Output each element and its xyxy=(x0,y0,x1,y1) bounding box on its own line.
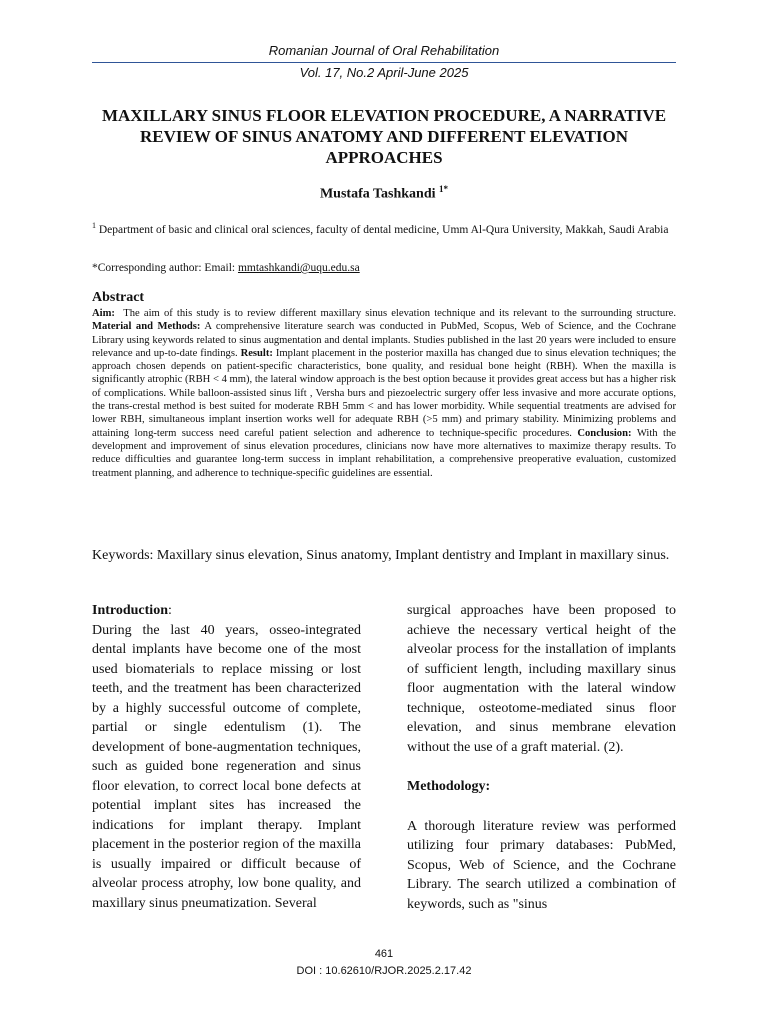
header-divider xyxy=(92,62,676,63)
methods-label: Material and Methods: xyxy=(92,321,201,333)
volume-issue: Vol. 17, No.2 April-June 2025 xyxy=(299,65,469,80)
conclusion-text: With the development and improvement of sinus elevation procedures, clinicians now have more alternatives to maximize therapy results. To reduce difficulties and guarantee long-term success in implant rehabilitation, a comprehensive preoperative evaluation, customized treatment planning, and adherence to technique-specific guidelines are essential. xyxy=(92,427,676,479)
journal-name: Romanian Journal of Oral Rehabilitation xyxy=(268,43,500,58)
author-name: Mustafa Tashkandi xyxy=(319,186,436,202)
article-title: MAXILLARY SINUS FLOOR ELEVATION PROCEDURE, A NARRATIVE REVIEW OF SINUS ANATOMY AND DIFFERENT ELEVATION APPROACHES xyxy=(101,106,667,167)
column-left xyxy=(92,601,361,913)
doi[interactable]: DOI : 10.62610/RJOR.2025.2.17.42 xyxy=(296,965,472,977)
affiliation-text: Department of basic and clinical oral sciences, faculty of dental medicine, Umm Al-Qura University, Makkah, Saudi Arabia xyxy=(98,223,669,236)
introduction-paragraph: During the last 40 years, osseo-integrated dental implants have become one of the most used biomaterials to replace missing or lost teeth, and the treatment has been characterized by a highly successful outcome of complete, partial or single edentulism (1). The development of bone-augmentation techniques, such as guided bone regeneration and sinus floor elevation, to correct local bone defects at potential implant sites has increased the indications for implant therapy. Implant placement in the posterior region of the maxilla is usually impaired or difficult because of alveolar process atrophy, low bone quality, and maxillary sinus pneumatization. Several xyxy=(92,622,361,911)
corresponding-email-link[interactable]: mmtashkandi@uqu.edu.sa xyxy=(237,262,360,274)
corresponding-label: *Corresponding author: Email: xyxy=(92,262,238,274)
author-superscript: 1* xyxy=(439,184,449,194)
aim-text: The aim of this study is to review different maxillary sinus elevation technique and its relevant to the surrounding structure. xyxy=(123,308,677,319)
result-label: Result: xyxy=(240,347,273,359)
column-right xyxy=(407,601,676,914)
keywords: Keywords: Maxillary sinus elevation, Sinus anatomy, Implant dentistry and Implant in maxillary sinus. xyxy=(92,548,670,563)
abstract-body xyxy=(92,307,676,480)
result-text: Implant placement in the posterior maxilla has changed due to sinus elevation techniques; the approach chosen depends on patient-specific characteristics, bone quality, and residual bone height (RBH). When the maxilla is significantly atrophic (RBH < 4 mm), the lateral window approach is the best option because it provides great access but has a higher risk of complications. While balloon-assisted sinus lift , Versha burs and piezoelectric surgery offer less invasive and more accurate options, the trans-crestal method is best suited for moderate RBH 5mm < and has lower morbidity. While sequential treatments are advised for lower RBH, simultaneous implant insertion works well for adequate RBH (>5 mm) and primary stability. Minimizing problems and attaining long-term success need careful patient selection and adherence to technique-specific procedures. xyxy=(92,347,676,439)
methodology-heading: Methodology: xyxy=(407,779,491,794)
introduction-colon: : xyxy=(167,603,172,618)
affiliation xyxy=(92,218,676,238)
conclusion-label: Conclusion: xyxy=(577,427,632,439)
aim-label: Aim: xyxy=(92,308,115,319)
page-number: 461 xyxy=(374,948,394,960)
introduction-continued: surgical approaches have been proposed to achieve the necessary vertical height of the alveolar process for the installation of implants of sufficient length, including maxillary sinus floor augmentation with the lateral window technique, osteotome-mediated sinus floor elevation, and sinus membrane elevation without the use of a graft material. (2). xyxy=(407,603,676,755)
introduction-heading: Introduction xyxy=(92,603,168,618)
corresponding-author xyxy=(92,262,676,274)
abstract-heading: Abstract xyxy=(92,290,145,305)
introduction-heading-line xyxy=(92,601,361,621)
methodology-paragraph: A thorough literature review was performed utilizing four primary databases: PubMed, Scopus, Web of Science, and the Cochrane Library. The search utilized a combination of keywords, such as "sinus xyxy=(407,818,676,912)
affiliation-superscript: 1 xyxy=(92,221,96,230)
methods-text: A comprehensive literature search was conducted in PubMed, Scopus, Web of Science, and the Cochrane Library using keywords related to sinus augmentation and dental implants. Studies published in the last 20 years were included to ensure relevance and up-to-date findings. xyxy=(92,321,676,359)
author-line xyxy=(0,184,768,203)
